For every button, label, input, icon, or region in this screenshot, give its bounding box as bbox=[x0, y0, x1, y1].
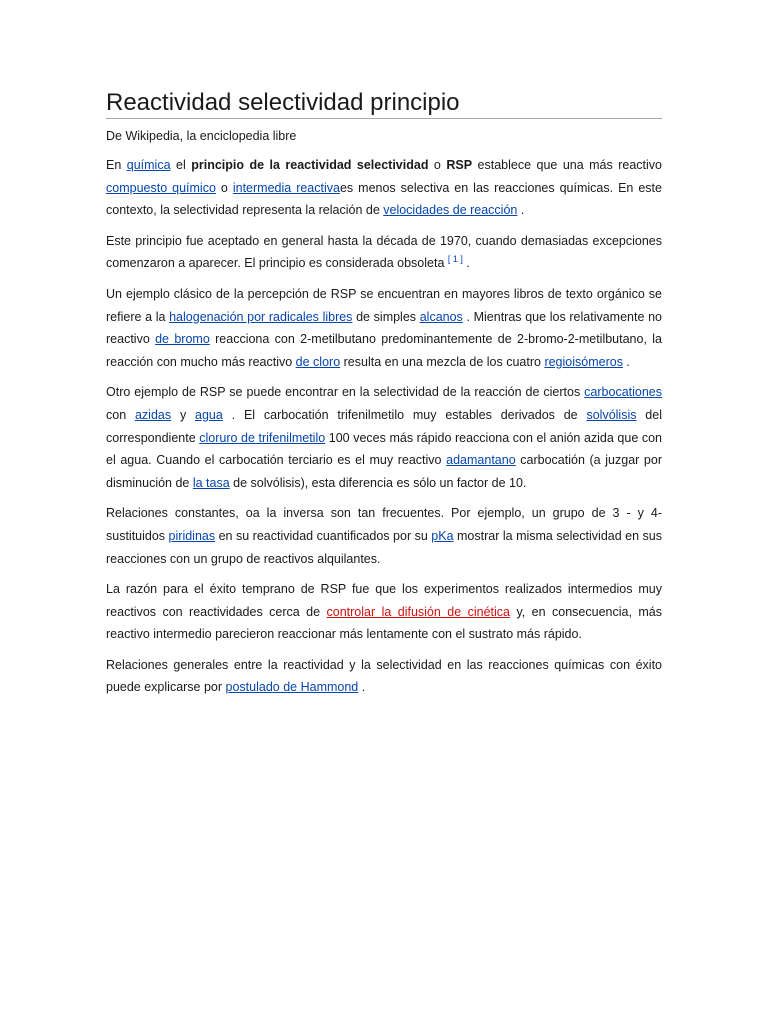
link-compuesto-quimico[interactable]: compuesto químico bbox=[106, 180, 216, 195]
text: establece que una más reactivo bbox=[472, 158, 662, 172]
text: Un ejemplo clásico de la percepción de RSP se encuentran en mayores libros de texto orgánico se refiere a la bbox=[106, 286, 662, 324]
link-cloruro-de-trifenilmetilo[interactable]: cloruro de trifenilmetilo bbox=[199, 430, 326, 445]
text: o bbox=[215, 180, 233, 195]
text: reacciona con 2-metilbutano predominantemente de 2-bromo-2-metilbutano, la reacción con mucho más reactivo bbox=[106, 332, 662, 369]
text: y, en consecuencia, más reactivo intermedio parecieron reaccionar más lentamente con el sustrato más rápido. bbox=[106, 604, 662, 642]
paragraph-3 bbox=[106, 283, 662, 373]
paragraph-5 bbox=[106, 502, 662, 570]
link-solvolisis[interactable]: solvólisis bbox=[586, 407, 637, 422]
link-quimica[interactable]: química bbox=[126, 158, 171, 172]
text: . bbox=[517, 203, 525, 218]
text: Este principio fue aceptado en general hasta la década de 1970, cuando demasiadas excepciones comenzaron a aparecer. El principio es considerada obsoleta bbox=[106, 233, 662, 271]
link-piridinas[interactable]: piridinas bbox=[168, 528, 216, 543]
text: . Mientras que los relativamente no reactivo bbox=[106, 309, 662, 347]
reference-link-1[interactable]: [ 1 ] bbox=[447, 254, 463, 265]
text: con bbox=[106, 407, 135, 422]
link-alcanos[interactable]: alcanos bbox=[419, 309, 463, 324]
link-agua[interactable]: agua bbox=[195, 407, 223, 422]
text: resulta en una mezcla de los cuatro bbox=[340, 354, 545, 369]
text: de simples bbox=[352, 309, 420, 324]
text: o bbox=[428, 158, 447, 172]
text: 100 veces más rápido reacciona con el anión azida que con el agua. Cuando el carbocatión terciario es el muy reactivo bbox=[106, 430, 663, 468]
text: del correspondiente bbox=[106, 407, 662, 445]
link-adamantano[interactable]: adamantano bbox=[446, 453, 516, 468]
text: mostrar la misma selectividad en sus reacciones con un grupo de reactivos alquilantes. bbox=[106, 528, 662, 566]
text: es menos selectiva en las reacciones químicas. En este contexto, la selectividad representa la relación de bbox=[106, 180, 662, 218]
text: en su reactividad cuantificados por su bbox=[215, 528, 432, 543]
text: Relaciones generales entre la reactividad y la selectividad en las reacciones químicas con éxito puede explicarse por bbox=[106, 657, 662, 695]
text: . El carbocatión trifenilmetilo muy estables derivados de bbox=[222, 407, 587, 422]
link-halogenacion[interactable]: halogenación por radicales libres bbox=[169, 309, 353, 324]
text: de solvólisis), esta diferencia es sólo un factor de 10. bbox=[229, 475, 527, 490]
bold-term-principle: principio de la reactividad selectividad bbox=[191, 158, 429, 172]
link-la-tasa[interactable]: la tasa bbox=[192, 475, 230, 490]
paragraph-7 bbox=[106, 654, 662, 699]
paragraph-2 bbox=[106, 230, 662, 275]
link-de-bromo[interactable]: de bromo bbox=[155, 332, 210, 347]
bold-term-rsp: RSP bbox=[446, 158, 473, 172]
link-velocidades-de-reaccion[interactable]: velocidades de reacción bbox=[383, 203, 518, 218]
link-regioisomeros[interactable]: regioisómeros bbox=[544, 354, 623, 369]
text: . bbox=[462, 256, 470, 271]
text: Otro ejemplo de RSP se puede encontrar en la selectividad de la reacción de ciertos bbox=[106, 385, 585, 400]
article bbox=[106, 88, 662, 707]
text: . bbox=[622, 354, 630, 369]
link-intermedia-reactiva[interactable]: intermedia reactiva bbox=[232, 180, 340, 195]
site-subtitle: De Wikipedia, la enciclopedia libre bbox=[106, 129, 297, 143]
reference-marker bbox=[448, 254, 463, 264]
text: En bbox=[106, 158, 127, 172]
text: y bbox=[171, 407, 196, 422]
link-de-cloro[interactable]: de cloro bbox=[295, 354, 341, 369]
text: carbocatión (a juzgar por disminución de bbox=[106, 453, 662, 490]
link-pka[interactable]: pKa bbox=[431, 528, 454, 543]
paragraph-4 bbox=[106, 381, 662, 494]
paragraph-1 bbox=[106, 154, 662, 222]
text: . bbox=[358, 680, 366, 695]
red-link-controlar-difusion[interactable]: controlar la difusión de cinética bbox=[326, 604, 510, 619]
text: Relaciones constantes, oa la inversa son tan frecuentes. Por ejemplo, un grupo de 3 - y 4-sustituidos bbox=[106, 506, 662, 543]
text: La razón para el éxito temprano de RSP fue que los experimentos realizados intermedios muy reactivos con reactividades cerca de bbox=[106, 582, 662, 619]
link-carbocationes[interactable]: carbocationes bbox=[584, 385, 662, 400]
text: el bbox=[170, 158, 192, 172]
link-azidas[interactable]: azidas bbox=[134, 407, 172, 422]
page-title: Reactividad selectividad principio bbox=[106, 88, 662, 119]
paragraph-6 bbox=[106, 578, 662, 646]
link-postulado-de-hammond[interactable]: postulado de Hammond bbox=[225, 680, 359, 695]
